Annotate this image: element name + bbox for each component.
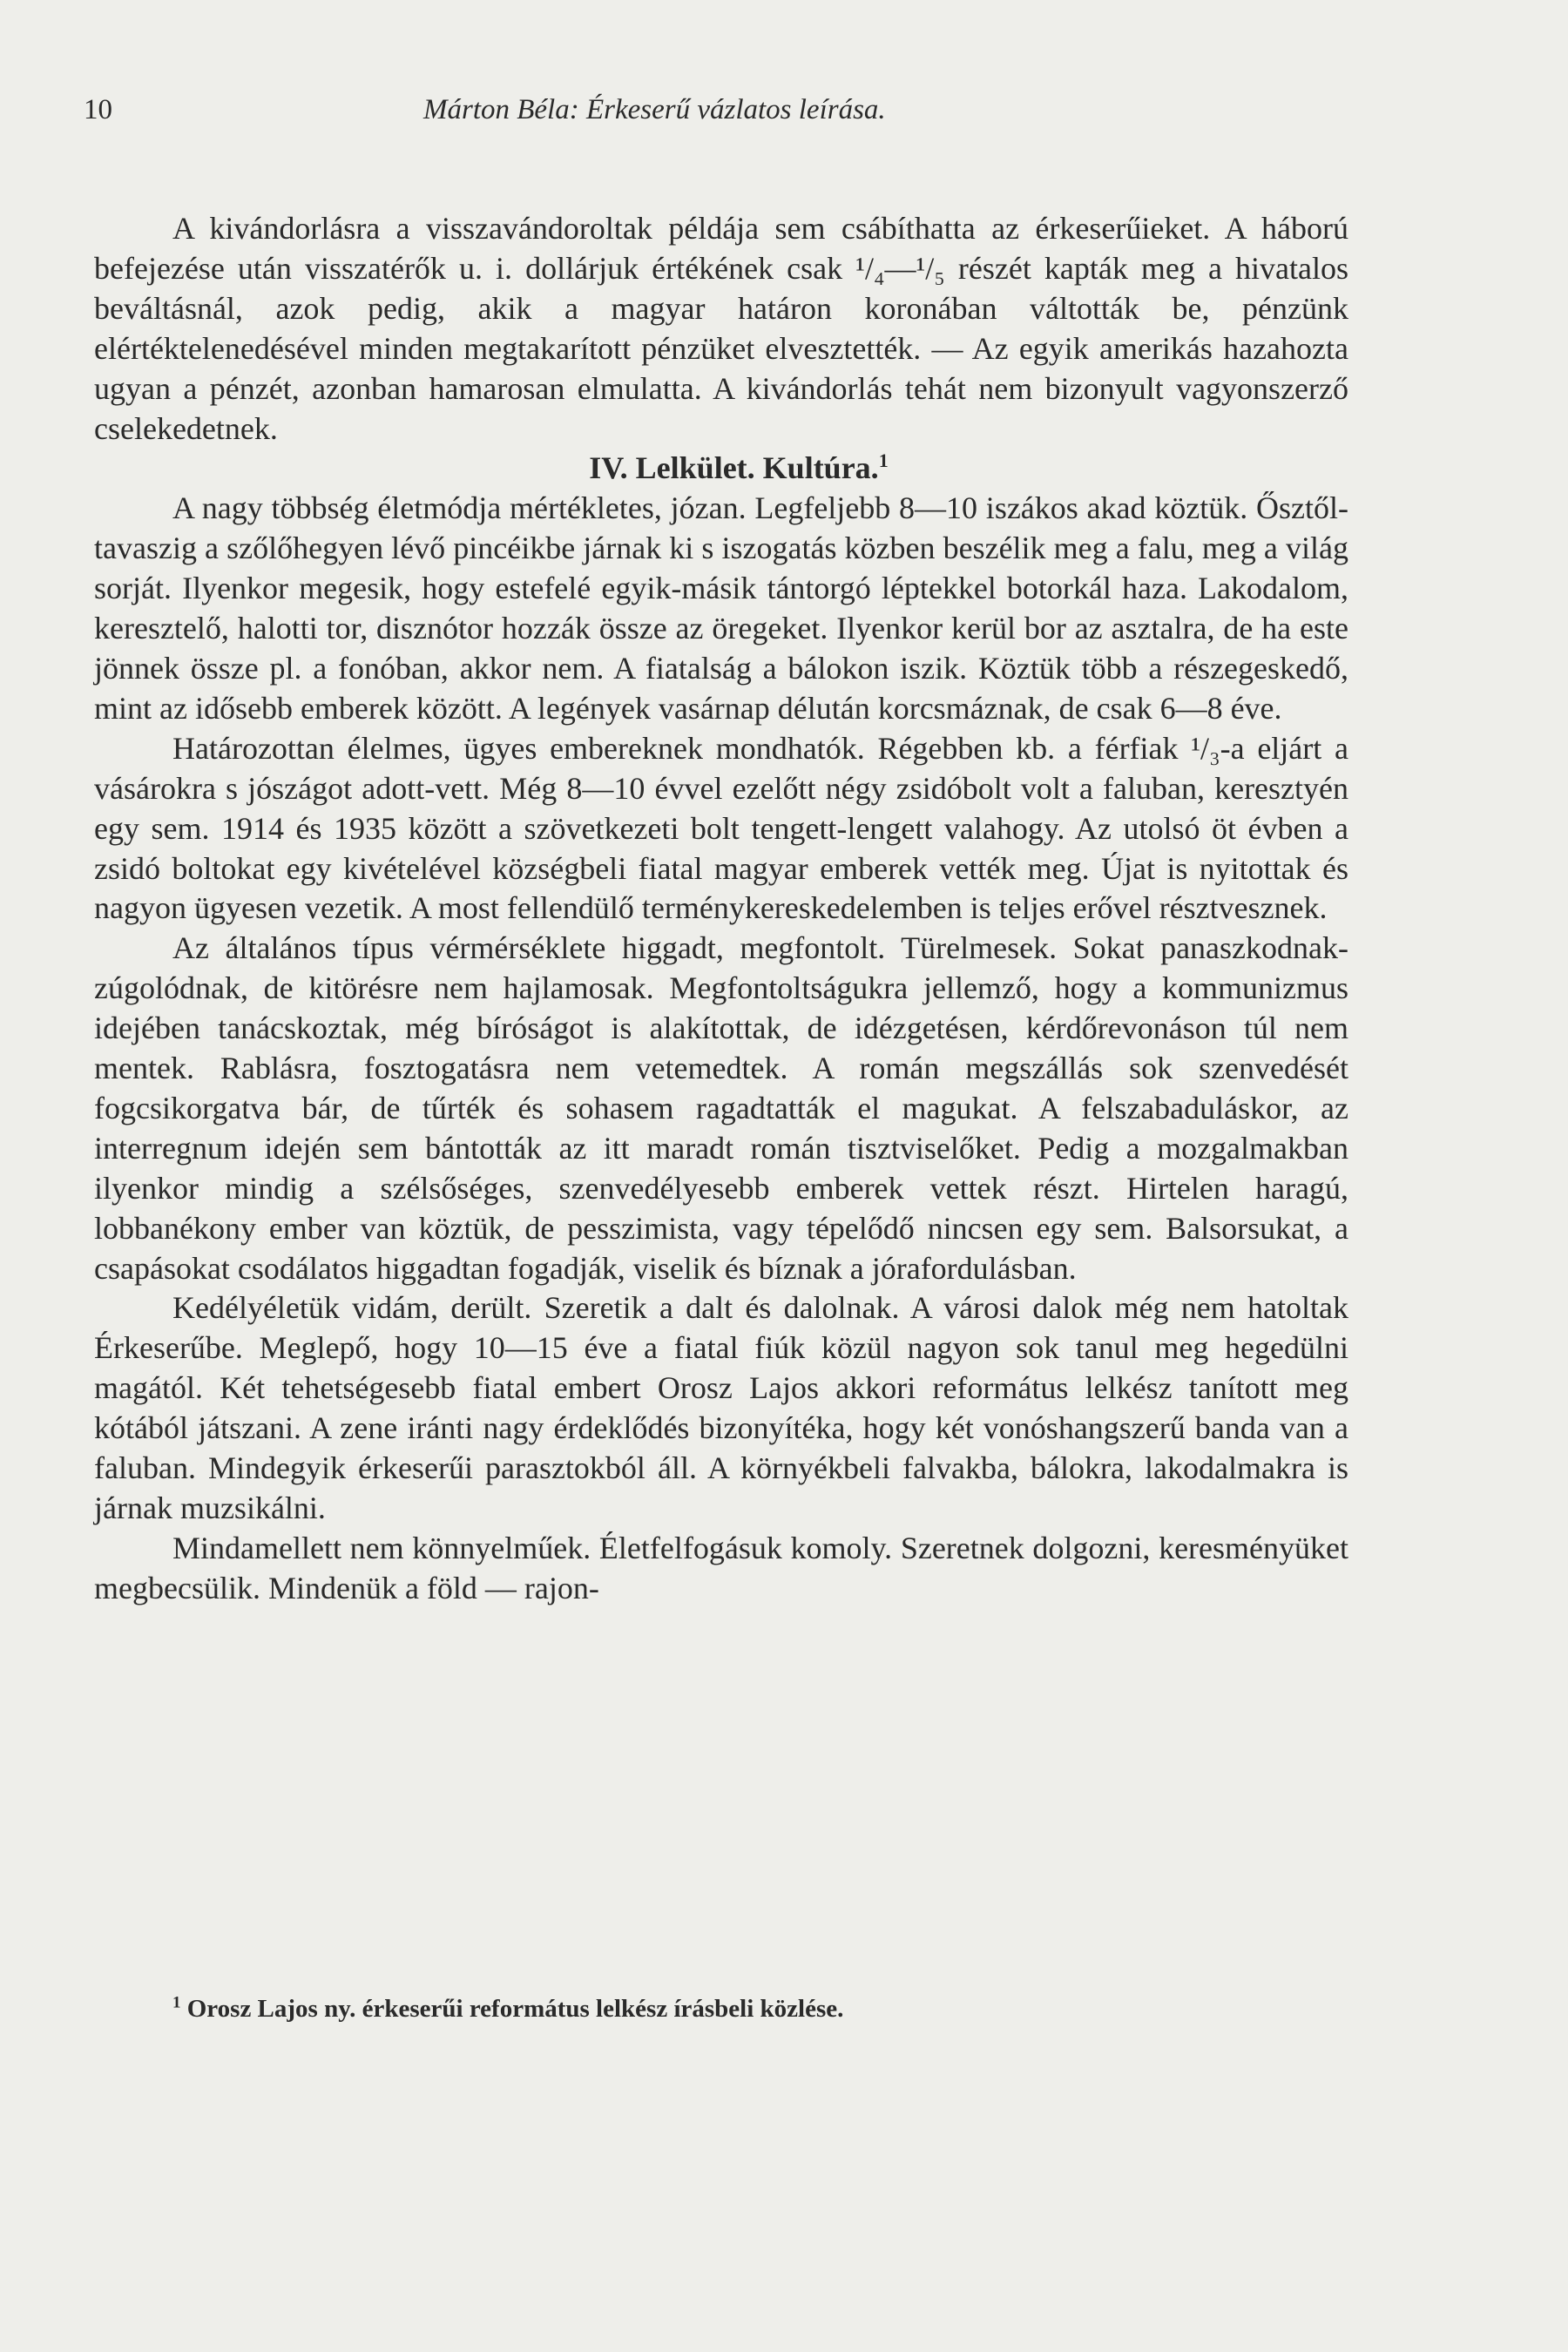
footnote-text: Orosz Lajos ny. érkeserűi református lelkész írásbeli közlése.: [186, 1995, 844, 2023]
paragraph-work: Mindamellett nem könnyelműek. Életfelfogásuk komoly. Szeretnek dolgozni, keresményüket megbecsülik. Mindenük a föld — rajon-: [94, 1530, 1348, 1605]
paragraph-emigration: A kivándorlásra a visszavándoroltak példája sem csábíthatta az érkeserűieket. A háború befejezése után visszatérők u. i. dollárjuk értékének csak ¹/₄—¹/₅ részét kapták meg a hivatalos beváltásnál, azok pedig, akik a magyar határon koronában váltották be, pénzünk elértéktelenedésével minden megtakarított pénzüket elvesztették. — Az egyik amerikás hazahozta ugyan a pénzét, azonban hamarosan elmulatta. A kivándorlás tehát nem bizonyult vagyonszerző cselekedetnek.: [94, 211, 1348, 446]
paragraph-music: Kedélyéletük vidám, derült. Szeretik a dalt és dalolnak. A városi dalok még nem hatoltak Érkeserűbe. Meglepő, hogy 10—15 éve a fiatal fiúk közül nagyon sok tanul meg hegedülni magától. Két tehetségesebb fiatal embert Orosz Lajos akkori református lelkész tanított meg kótából játszani. A zene iránti nagy érdeklődés bizonyítéka, hogy két vonóshangszerű banda van a faluban. Mindegyik érkeserűi parasztokból áll. A környékbeli falvakba, bálokra, lakodalmakra is járnak muzsikálni.: [94, 1290, 1348, 1525]
footnote-reference: 1: [878, 449, 889, 472]
section-heading: [94, 449, 1348, 489]
footnote: [94, 1995, 1348, 2024]
paragraph-trade: Határozottan élelmes, ügyes embereknek mondhatók. Régebben kb. a férfiak ¹/₃-a eljárt a vásárokra s jószágot adott-vett. Még 8—10 évvel ezelőtt négy zsidóbolt volt a faluban, keresztyén egy sem. 1914 és 1935 között a szövetkezeti bolt tengett-lengett valahogy. Az utolsó öt évben a zsidó boltokat egy kivételével községbeli fiatal magyar emberek vették meg. Újat is nyitottak és nagyon ügyesen vezetik. A most fellendülő terménykereskedelemben is teljes erővel résztvesznek.: [94, 730, 1348, 926]
body-text: [94, 209, 1348, 1609]
page-number: 10: [84, 94, 112, 125]
footnote-marker: 1: [172, 1993, 181, 2012]
paragraph-temperament: Az általános típus vérmérséklete higgadt, megfontolt. Türelmesek. Sokat panaszkodnak-zúgolódnak, de kitörésre nem hajlamosak. Megfontoltságukra jellemző, hogy a kommunizmus idejében tanácskoztak, még bíróságot is alakítottak, de idézgetésen, kérdőrevonáson túl nem mentek. Rablásra, fosztogatásra nem vetemedtek. A román megszállás sok szenvedését fogcsikorgatva bár, de tűrték és sohasem ragadtatták el magukat. A felszabaduláskor, az interregnum idején sem bántották az itt maradt román tisztviselőket. Pedig a mozgalmakban ilyenkor mindig a szélsőséges, szenvedélyesebb emberek vettek részt. Hirtelen haragú, lobbanékony ember van köztük, de pesszimista, vagy tépelődő nincsen egy sem. Balsorsukat, a csapásokat csodálatos higgadtan fogadják, viselik és bíznak a jórafordulásban.: [94, 930, 1348, 1286]
running-head: Márton Béla: Érkeserű vázlatos leírása.: [423, 94, 886, 125]
page-header: [84, 94, 1347, 132]
section-title: IV. Lelkület. Kultúra.: [589, 450, 879, 486]
paragraph-drinking: A nagy többség életmódja mértékletes, józan. Legfeljebb 8—10 iszákos akad köztük. Ősztől-tavaszig a szőlőhegyen lévő pincéikbe járnak ki s iszogatás közben beszélik meg a falu, meg a világ sorját. Ilyenkor megesik, hogy estefelé egyik-másik tántorgó léptekkel botorkál haza. Lakodalom, keresztelő, halotti tor, disznótor hozzák össze az öregeket. Ilyenkor kerül bor az asztalra, de ha este jönnek össze pl. a fonóban, akkor nem. A fiatalság a bálokon iszik. Köztük több a részegeskedő, mint az idősebb emberek között. A legények vasárnap délután korcsmáznak, de csak 6—8 éve.: [94, 490, 1348, 726]
